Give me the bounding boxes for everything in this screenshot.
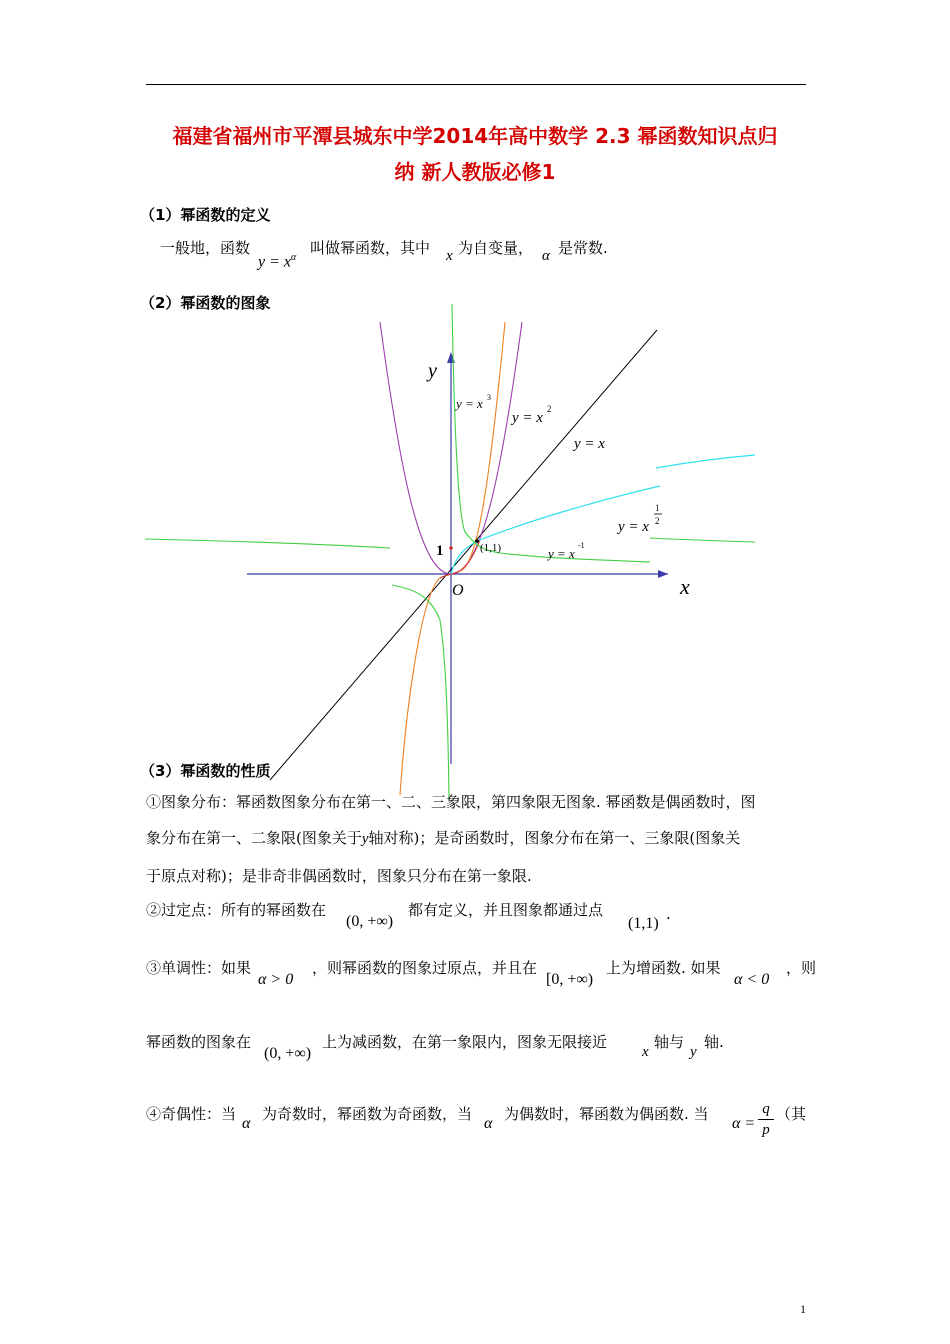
definition-var-x: x (446, 248, 453, 264)
property-1-line-3: 于原点对称)；是非奇非偶函数时，图象只分布在第一象限. (146, 867, 532, 885)
property-2-text-1: ②过定点：所有的幂函数在 (146, 901, 327, 919)
property-3-interval-closed: [0, +∞) (546, 971, 594, 988)
one-label: 1 (436, 543, 444, 559)
definition-text-2: 叫做幂函数，其中 (310, 239, 431, 257)
property-3-text-7: 轴与 (654, 1033, 685, 1051)
definition-text-4: 是常数. (558, 239, 608, 257)
property-2-text-2: 都有定义，并且图象都通过点 (408, 901, 604, 919)
property-3-alpha-negative: α < 0 (734, 971, 770, 988)
definition-text-3: 为自变量， (458, 239, 534, 257)
title-line-2: 纳 新人教版必修1 (394, 160, 556, 184)
x-axis-label: x (680, 574, 690, 599)
x-axis-arrow (658, 570, 668, 578)
property-3-text-2: ，则幂函数的图象过原点，并且在 (312, 959, 538, 977)
section-properties-heading: （3）幂函数的性质 (140, 762, 271, 780)
label-y-x-cubed: y = x (456, 396, 483, 411)
curve-y-inverse-x-extension (650, 538, 755, 542)
point-1-1-marker (475, 539, 479, 543)
curve-y-inverse-x-q3-left (145, 539, 390, 548)
property-4-text-3: 为偶数时，幂函数为偶函数. 当 (504, 1105, 709, 1123)
label-y-sqrt-x-exp-num: 1 (655, 503, 660, 513)
title-line-1: 福建省福州市平潭县城东中学2014年高中数学 2.3 幂函数知识点归 (172, 124, 778, 148)
property-2-point: (1,1) (628, 915, 659, 932)
property-1-line-2: 象分布在第一、二象限(图象关于y轴对称)；是奇函数时，图象分布在第一、三象限(图象关 (146, 829, 741, 847)
page-number: 1 (800, 1302, 806, 1316)
property-3-text-4: ，则 (786, 959, 817, 977)
property-4-alpha-1: α (242, 1115, 251, 1132)
label-y-inverse-x: y = x (548, 546, 575, 561)
y-axis-arrow (447, 352, 455, 363)
property-4-alpha-equals: α = (732, 1115, 756, 1132)
property-1-line-1: ①图象分布：幂函数图象分布在第一、二、三象限，第四象限无图象. 幂函数是偶函数时，图 (146, 793, 756, 811)
property-3-text-8: 轴. (704, 1033, 724, 1051)
definition-var-alpha: α (542, 248, 550, 264)
curve-y-inverse-x-q3 (392, 585, 449, 800)
label-y-sqrt-x-exp-den: 2 (655, 516, 660, 526)
property-3-text-1: ③单调性：如果 (146, 959, 252, 977)
definition-text-1: 一般地，函数 (160, 239, 251, 257)
property-3-text-3: 上为增函数. 如果 (606, 959, 721, 977)
property-4-text-4: （其 (776, 1105, 807, 1123)
property-3-var-y: y (690, 1044, 697, 1060)
label-y-inverse-x-exponent: -1 (578, 541, 585, 550)
definition-formula: $y = x^\alpha$ (258, 252, 297, 271)
property-3-interval-open: (0, +∞) (264, 1045, 312, 1062)
fraction-denominator: p (762, 1122, 770, 1138)
y-axis-label: y (428, 360, 437, 382)
point-1-1-label: (1,1) (480, 542, 502, 554)
fraction-bar (758, 1119, 774, 1120)
fraction-numerator: q (762, 1101, 770, 1117)
property-4-text-1: ④奇偶性：当 (146, 1105, 237, 1123)
section-definition-heading: （1）幂函数的定义 (140, 206, 271, 224)
property-2-interval: (0, +∞) (346, 913, 394, 930)
label-y-equals-x: y = x (574, 436, 605, 452)
property-3-text-6: 上为减函数，在第一象限内，图象无限接近 (322, 1033, 608, 1051)
property-3-alpha-positive: α > 0 (258, 971, 294, 988)
property-2-period: . (666, 905, 671, 923)
property-4-alpha-2: α (484, 1115, 493, 1132)
property-4-text-2: 为奇数时，幂函数为奇函数，当 (262, 1105, 473, 1123)
point-0-1-marker (449, 546, 453, 550)
label-y-x-squared-exponent: 2 (547, 404, 552, 414)
property-3-var-x: x (642, 1044, 649, 1060)
label-y-x-cubed-exponent: 3 (487, 393, 491, 402)
label-y-sqrt-x: y = x (618, 519, 649, 535)
section-graph-heading: （2）幂函数的图象 (140, 294, 271, 312)
property-3-text-5: 幂函数的图象在 (146, 1033, 252, 1051)
label-y-x-squared: y = x (512, 410, 543, 426)
curve-y-sqrt-x-extension (656, 455, 755, 468)
origin-label: O (452, 582, 464, 599)
property-4-fraction (758, 1100, 774, 1139)
